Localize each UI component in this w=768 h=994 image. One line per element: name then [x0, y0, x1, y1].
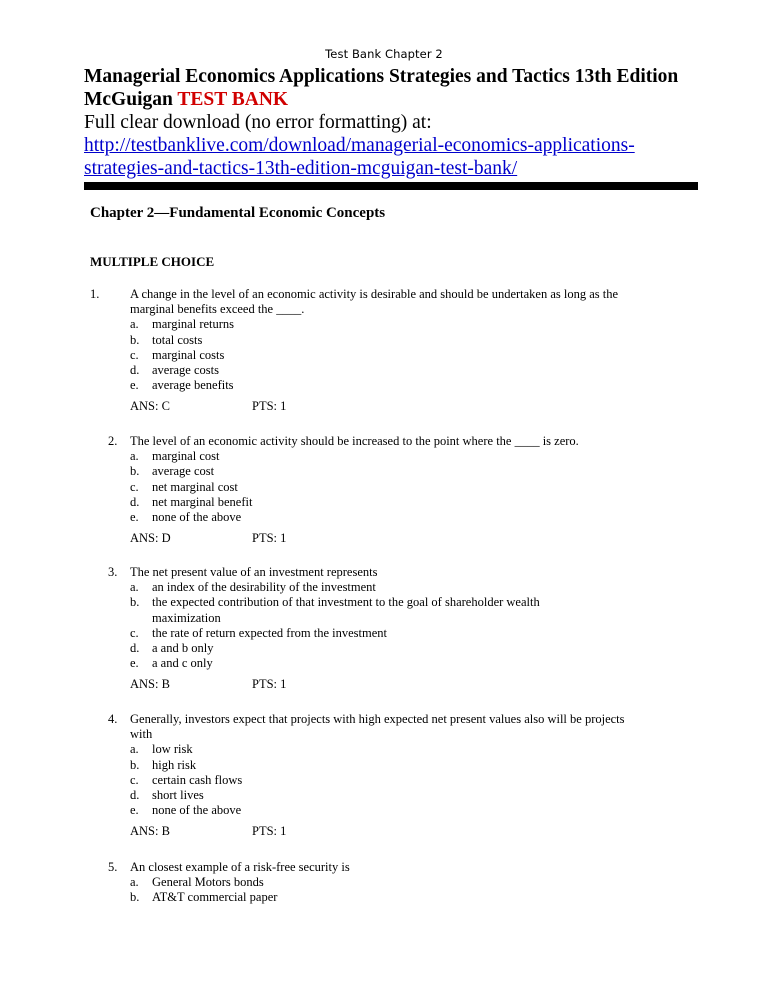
question-stem-line: marginal benefits exceed the ____. — [130, 302, 305, 317]
option-letter: b. — [130, 757, 140, 772]
option-text: the rate of return expected from the investment — [152, 625, 387, 640]
option-text: the expected contribution of that investment to the goal of shareholder wealth maximization — [152, 595, 540, 625]
option-letter: b. — [130, 890, 140, 905]
option-text: net marginal cost — [152, 479, 238, 494]
option-letter: a. — [130, 742, 139, 757]
option-a — [130, 449, 690, 464]
option-letter: b. — [130, 332, 140, 347]
promo-header — [84, 65, 704, 180]
option-letter: d. — [130, 641, 140, 656]
test-bank-label: TEST BANK — [177, 89, 289, 110]
book-title-line2 — [84, 88, 704, 111]
question-body — [130, 712, 690, 839]
section-title: MULTIPLE CHOICE — [90, 254, 215, 269]
option-d — [130, 641, 690, 656]
author-name: McGuigan — [84, 89, 173, 110]
option-a — [130, 875, 690, 890]
option-letter: c. — [130, 772, 139, 787]
answer-key: ANS: B — [130, 677, 170, 692]
question-stem-line: A change in the level of an economic activity is desirable and should be undertaken as long as the — [130, 287, 619, 301]
option-a — [130, 742, 690, 757]
question-stem-line: The net present value of an investment represents — [130, 565, 378, 579]
option-letter: a. — [130, 580, 139, 595]
question-number: 2. — [108, 434, 118, 448]
points: PTS: 1 — [252, 399, 287, 414]
option-text: certain cash flows — [152, 772, 243, 787]
option-letter: a. — [130, 875, 139, 890]
option-letter: a. — [130, 317, 139, 332]
option-e — [130, 510, 690, 525]
answer-row — [130, 531, 690, 546]
option-letter: a. — [130, 449, 139, 464]
option-c — [130, 626, 690, 641]
question-number: 5. — [108, 860, 118, 874]
option-e — [130, 656, 690, 671]
download-link-line2[interactable]: strategies-and-tactics-13th-edition-mcguigan-test-bank/ — [84, 158, 518, 179]
question-body — [130, 434, 690, 546]
option-letter: c. — [130, 479, 139, 494]
option-text: marginal cost — [152, 449, 220, 464]
chapter-title: Chapter 2—Fundamental Economic Concepts — [90, 205, 386, 221]
download-text: Full clear download (no error formatting) at: — [84, 112, 432, 133]
question-number: 3. — [108, 565, 118, 579]
option-text: average benefits — [152, 378, 234, 393]
option-a — [130, 580, 690, 595]
option-d — [130, 363, 690, 378]
option-letter: b. — [130, 464, 140, 479]
option-letter: b. — [130, 595, 140, 610]
option-text: average cost — [152, 464, 215, 479]
option-text: net marginal benefit — [152, 494, 253, 509]
question-body — [130, 860, 690, 906]
option-text: high risk — [152, 757, 197, 772]
question-number: 1. — [90, 287, 100, 301]
option-e — [130, 378, 690, 393]
option-b — [130, 595, 592, 625]
option-b — [130, 333, 690, 348]
question-stem-line: with — [130, 727, 153, 742]
answer-row — [130, 677, 690, 692]
option-letter: e. — [130, 656, 139, 671]
option-text: low risk — [152, 742, 193, 757]
option-text: a and b only — [152, 641, 214, 656]
option-letter: d. — [130, 788, 140, 803]
points: PTS: 1 — [252, 677, 287, 692]
points: PTS: 1 — [252, 824, 287, 839]
option-b — [130, 758, 690, 773]
option-d — [130, 788, 690, 803]
horizontal-rule — [84, 182, 698, 190]
option-d — [130, 495, 690, 510]
question-body — [130, 287, 690, 414]
option-b — [130, 464, 690, 479]
answer-row — [130, 399, 690, 414]
option-text: average costs — [152, 363, 219, 378]
option-c — [130, 480, 690, 495]
option-text: AT&T commercial paper — [152, 890, 278, 905]
option-c — [130, 773, 690, 788]
option-letter: c. — [130, 625, 139, 640]
option-b — [130, 890, 690, 905]
answer-key: ANS: D — [130, 531, 171, 546]
answer-key: ANS: C — [130, 399, 170, 414]
option-letter: e. — [130, 803, 139, 818]
option-letter: d. — [130, 494, 140, 509]
option-a — [130, 317, 690, 332]
option-text: none of the above — [152, 803, 242, 818]
option-text: General Motors bonds — [152, 875, 264, 890]
question-stem-line: Generally, investors expect that projects with high expected net present values also will be projects — [130, 712, 625, 726]
option-c — [130, 348, 690, 363]
option-text: none of the above — [152, 510, 242, 525]
book-title-line1: Managerial Economics Applications Strategies and Tactics 13th Edition — [84, 66, 679, 87]
option-text: total costs — [152, 332, 203, 347]
running-head: Test Bank Chapter 2 — [325, 47, 443, 61]
option-letter: e. — [130, 378, 139, 393]
answer-row — [130, 824, 690, 839]
points: PTS: 1 — [252, 531, 287, 546]
option-text: short lives — [152, 788, 204, 803]
option-letter: c. — [130, 347, 139, 362]
question-number: 4. — [108, 712, 118, 726]
option-text: marginal returns — [152, 317, 235, 332]
option-text: an index of the desirability of the investment — [152, 580, 376, 595]
download-link[interactable] — [84, 135, 635, 179]
option-letter: e. — [130, 510, 139, 525]
question-stem-line: The level of an economic activity should be increased to the point where the ____ is zero. — [130, 434, 579, 448]
option-text: marginal costs — [152, 347, 225, 362]
question-body — [130, 565, 690, 692]
answer-key: ANS: B — [130, 824, 170, 839]
question-stem-line: An closest example of a risk-free security is — [130, 860, 350, 874]
download-link-line1[interactable]: http://testbanklive.com/download/managerial-economics-applications- — [84, 135, 635, 156]
option-e — [130, 803, 690, 818]
option-letter: d. — [130, 363, 140, 378]
option-text: a and c only — [152, 656, 213, 671]
